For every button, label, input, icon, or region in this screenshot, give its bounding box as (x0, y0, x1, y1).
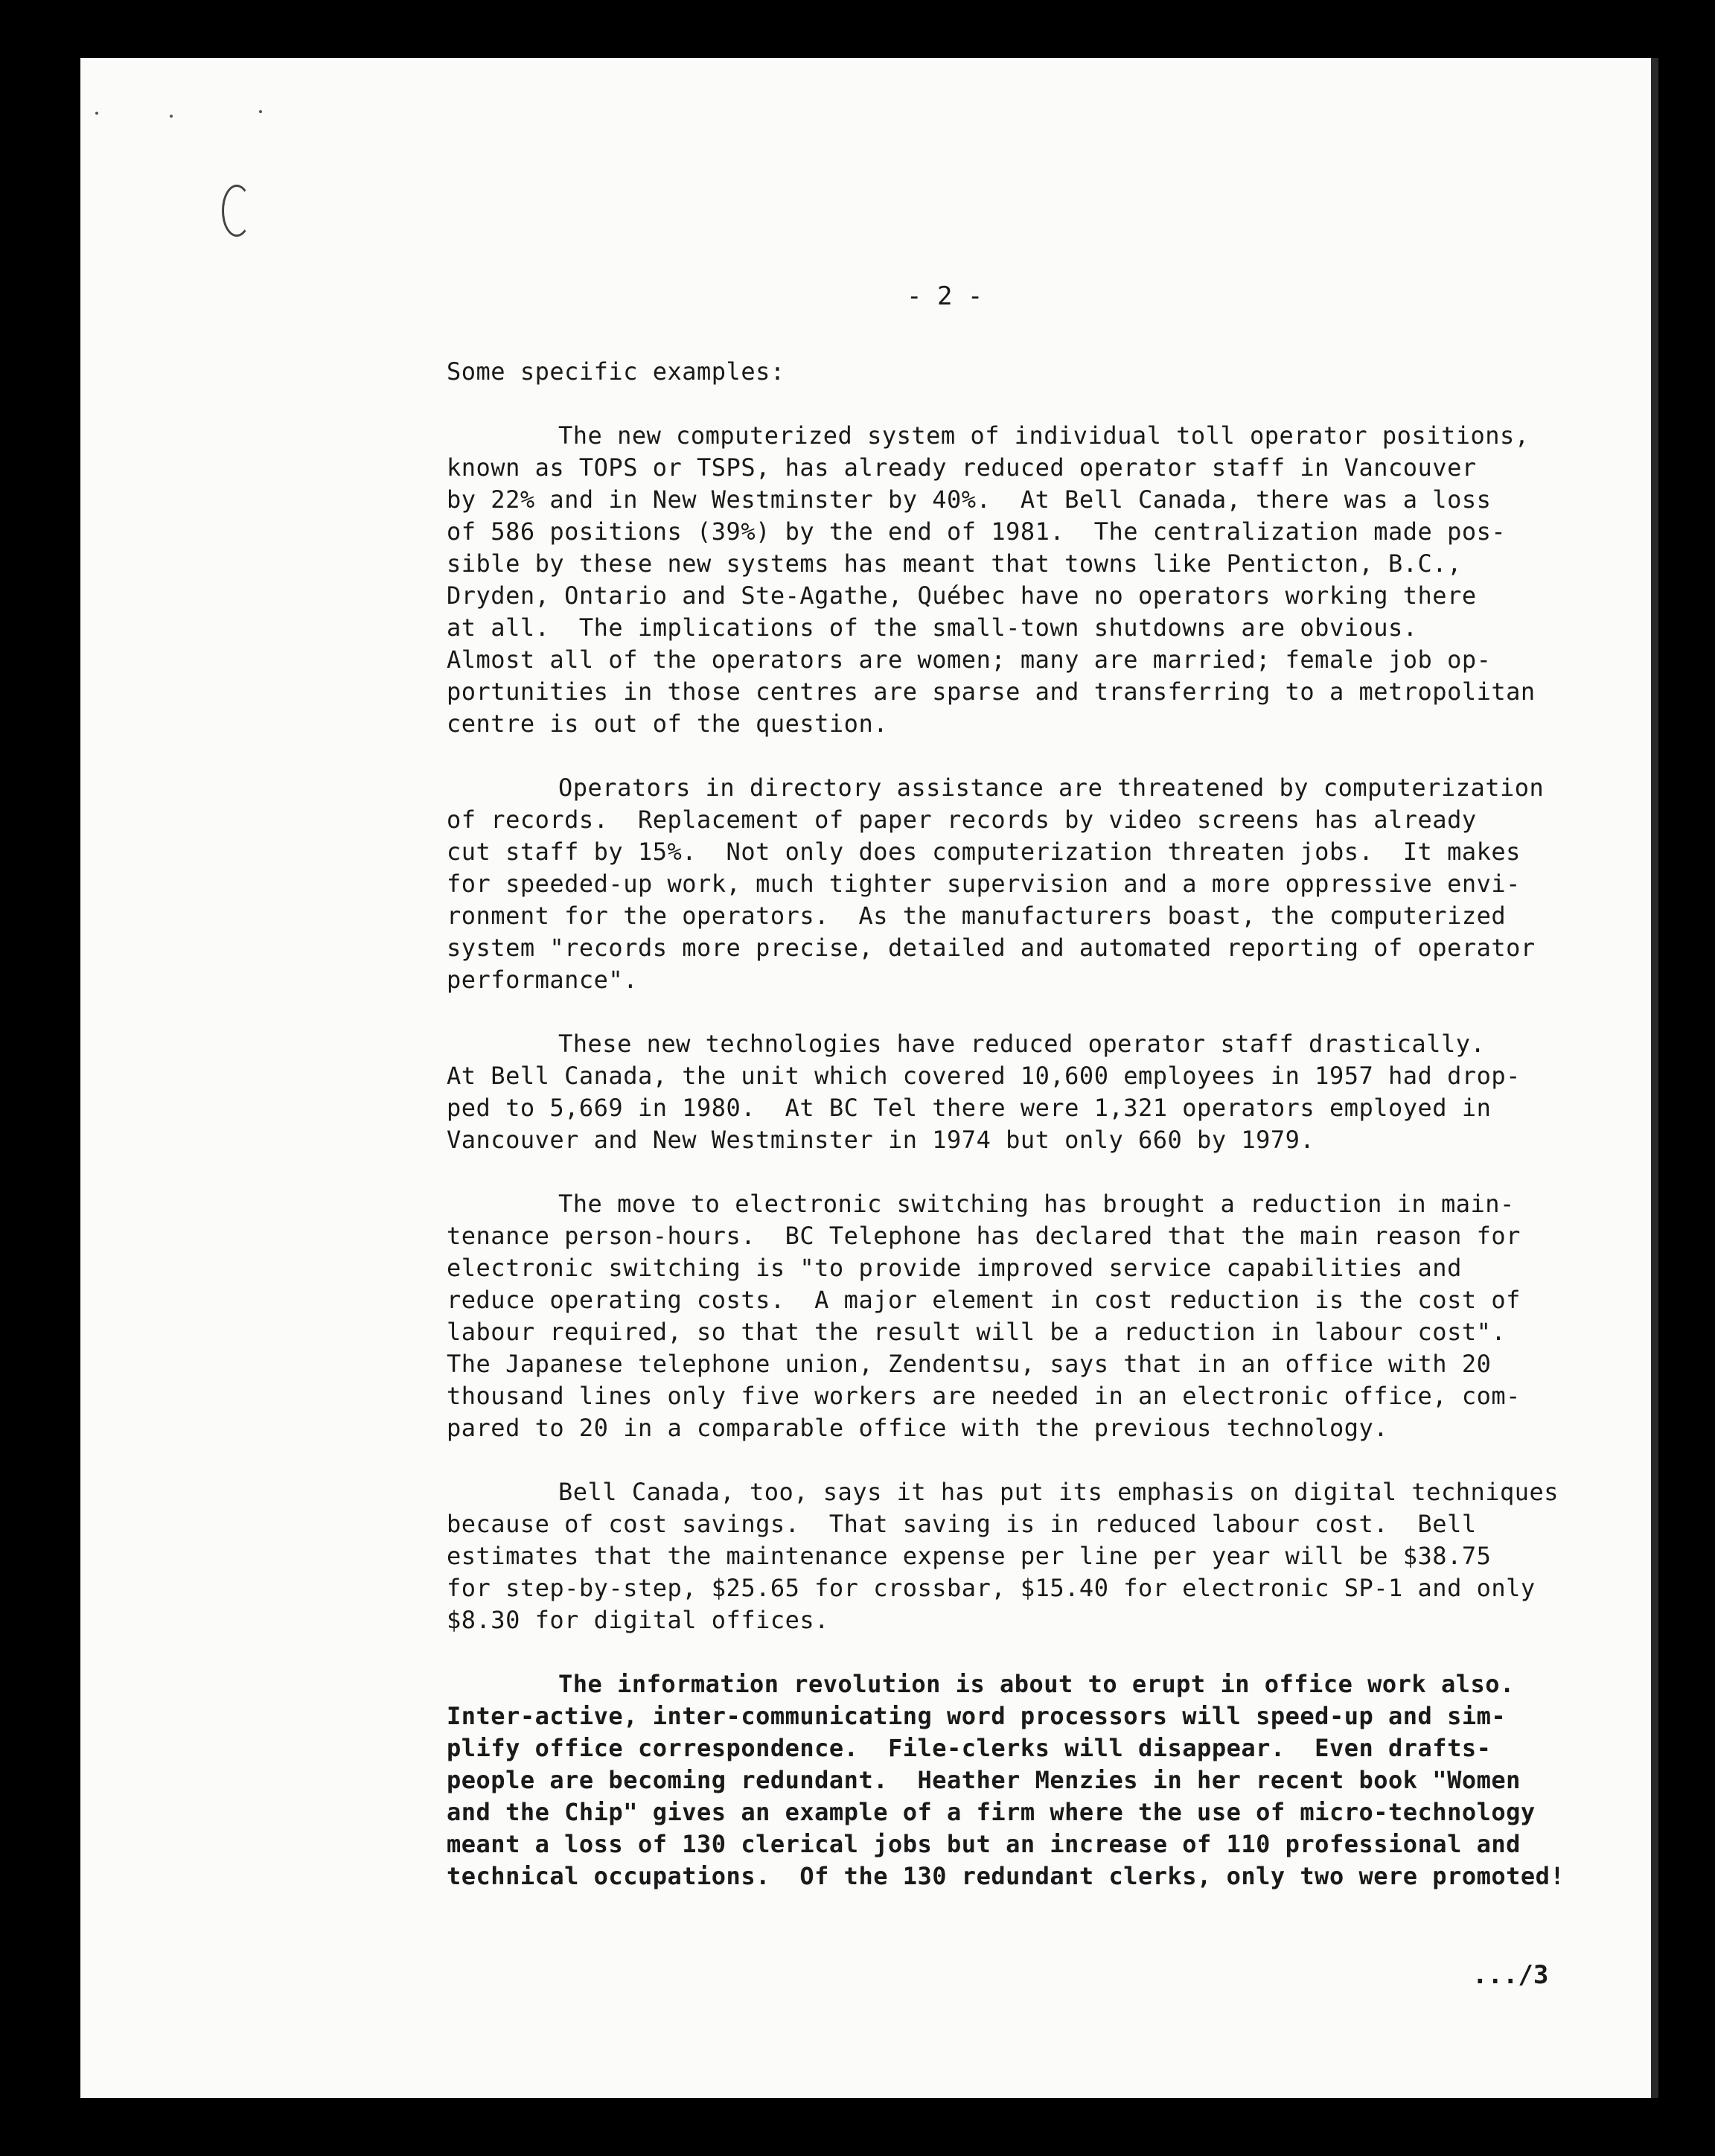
text-line: for speeded-up work, much tighter supervision and a more oppressive envi- (447, 870, 1521, 898)
text-line: The move to electronic switching has brought a reduction in main- (558, 1190, 1515, 1218)
text-line: centre is out of the question. (447, 709, 888, 738)
paragraph-gap (447, 740, 1658, 772)
paragraph (447, 1668, 1658, 1892)
text-line: electronic switching is "to provide improved service capabilities and (447, 1254, 1462, 1282)
text-line: ronment for the operators. As the manufacturers boast, the computerized (447, 902, 1507, 930)
paragraph (447, 1188, 1658, 1444)
text-line: The new computerized system of individual toll operator positions, (558, 421, 1530, 450)
text-line: At Bell Canada, the unit which covered 10,600 employees in 1957 had drop- (447, 1062, 1521, 1090)
speck-mark (95, 112, 98, 115)
text-line: estimates that the maintenance expense per line per year will be $38.75 (447, 1542, 1492, 1570)
text-line: by 22% and in New Westminster by 40%. At Bell Canada, there was a loss (447, 485, 1492, 514)
text-line: Dryden, Ontario and Ste-Agathe, Québec have no operators working there (447, 581, 1477, 610)
speck-mark (170, 115, 173, 118)
text-line: Vancouver and New Westminster in 1974 but only 660 by 1979. (447, 1126, 1315, 1154)
text-line: Inter-active, inter-communicating word processors will speed-up and sim- (447, 1702, 1507, 1730)
paragraph (447, 1476, 1658, 1636)
paragraph (447, 772, 1658, 996)
text-line: The Japanese telephone union, Zendentsu, says that in an office with 20 (447, 1350, 1492, 1378)
text-line: of 586 positions (39%) by the end of 1981. The centralization made pos- (447, 517, 1507, 546)
text-line: cut staff by 15%. Not only does computerization threaten jobs. It makes (447, 838, 1521, 866)
text-line: Almost all of the operators are women; many are married; female job op- (447, 645, 1492, 674)
paragraph-gap (447, 1156, 1658, 1188)
text-line: for step-by-step, $25.65 for crossbar, $15.40 for electronic SP-1 and only (447, 1574, 1536, 1602)
paragraph-gap (447, 1444, 1658, 1476)
paragraph-gap (447, 388, 1658, 420)
text-line: pared to 20 in a comparable office with the previous technology. (447, 1414, 1388, 1442)
text-line: at all. The implications of the small-town shutdowns are obvious. (447, 613, 1418, 642)
text-line: and the Chip" gives an example of a firm where the use of micro-technology (447, 1798, 1536, 1826)
text-line: reduce operating costs. A major element in cost reduction is the cost of (447, 1286, 1521, 1314)
text-line: Operators in directory assistance are threatened by computerization (558, 774, 1545, 802)
paragraph-gap (447, 1636, 1658, 1668)
text-line: These new technologies have reduced operator staff drastically. (558, 1030, 1486, 1058)
text-line: known as TOPS or TSPS, has already reduced operator staff in Vancouver (447, 453, 1477, 482)
text-line: tenance person-hours. BC Telephone has declared that the main reason for (447, 1222, 1521, 1250)
text-line: performance". (447, 966, 638, 994)
text-line: $8.30 for digital offices. (447, 1606, 829, 1634)
text-line: meant a loss of 130 clerical jobs but an increase of 110 professional and (447, 1830, 1521, 1858)
text-line: of records. Replacement of paper records by video screens has already (447, 806, 1477, 834)
text-line: Bell Canada, too, says it has put its emphasis on digital techniques (558, 1478, 1559, 1506)
page-number: - 2 - (907, 281, 983, 311)
text-line: portunities in those centres are sparse and transferring to a metropolitan (447, 677, 1536, 706)
text-line: plify office correspondence. File-clerks will disappear. Even drafts- (447, 1734, 1492, 1762)
document-body (447, 356, 1658, 1892)
paragraph (447, 420, 1658, 740)
paragraph-gap (447, 996, 1658, 1028)
section-heading: Some specific examples: (447, 357, 785, 386)
punch-hole-mark (222, 185, 252, 237)
paragraph (447, 1028, 1658, 1156)
continuation-marker: .../3 (1472, 1960, 1549, 1990)
document-page (80, 58, 1658, 2098)
text-line: people are becoming redundant. Heather Menzies in her recent book "Women (447, 1766, 1521, 1794)
speck-mark (259, 110, 262, 113)
text-line: because of cost savings. That saving is in reduced labour cost. Bell (447, 1510, 1477, 1538)
text-line: ped to 5,669 in 1980. At BC Tel there were 1,321 operators employed in (447, 1094, 1492, 1122)
text-line: sible by these new systems has meant that towns like Penticton, B.C., (447, 549, 1462, 578)
text-line: labour required, so that the result will be a reduction in labour cost". (447, 1318, 1507, 1346)
text-line: thousand lines only five workers are needed in an electronic office, com- (447, 1382, 1521, 1410)
text-line: The information revolution is about to erupt in office work also. (558, 1670, 1515, 1698)
text-line: system "records more precise, detailed and automated reporting of operator (447, 934, 1536, 962)
text-line: technical occupations. Of the 130 redundant clerks, only two were promoted! (447, 1862, 1565, 1890)
